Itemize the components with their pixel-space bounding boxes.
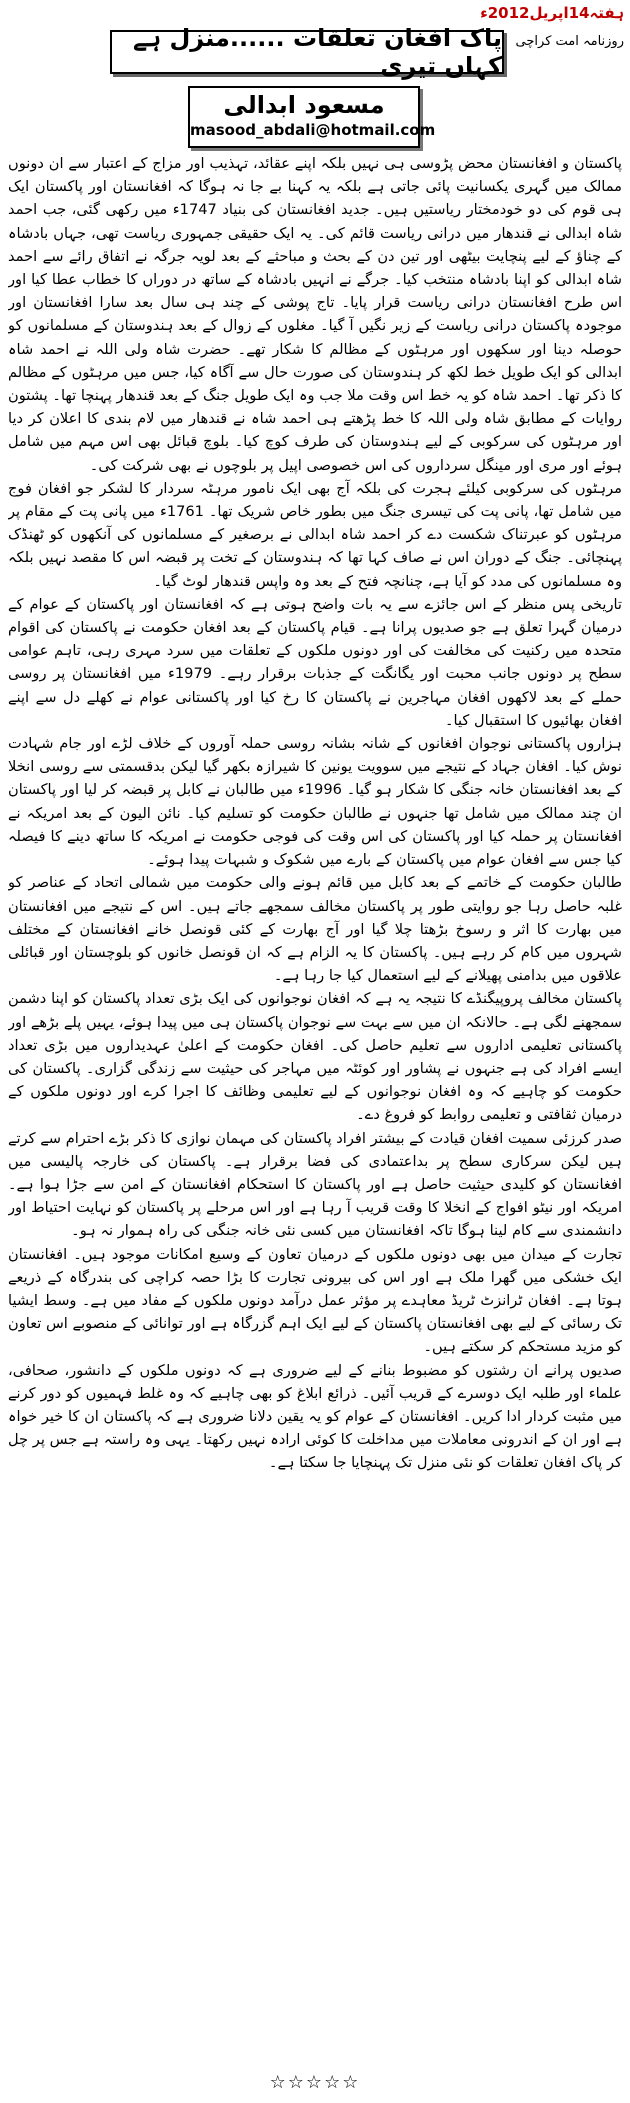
author-name: مسعود ابدالی [223, 91, 385, 119]
article-paragraph: پاکستان و افغانستان محض پڑوسی ہی نہیں بلکہ اپنے عقائد، تہذیب اور مزاج کے اعتبار سے ان دونوں ممالک میں گہری یکسانیت پائی جاتی ہے بلکہ یہ کہنا بے جا نہ ہوگا کہ افغانستان اور پاکستان ایک ہی قوم کی دو خودمختار ریاستیں ہیں۔ جدید افغانستان کی بنیاد 1747ء میں رکھی گئی، جب احمد شاہ ابدالی نے قندھار میں درانی ریاست قائم کی۔ یہ ایک حقیقی جمہوری ریاست تھی، جہاں بادشاہ کے چناؤ کے لیے پنچایت بیٹھی اور تین دن کے بحث و مباحثے کے بعد لویہ جرگہ نے اتفاق رائے سے احمد شاہ ابدالی کو اپنا بادشاہ منتخب کیا۔ جرگے نے انہیں بادشاہ کے ساتھ در دوراں کا خطاب عطا کیا اور اس طرح افغانستان درانی ریاست قرار پایا۔ تاج پوشی کے چند ہی سال بعد سارا افغانستان اور موجودہ پاکستان درانی ریاست کے زیر نگیں آ گیا۔ مغلوں کے زوال کے بعد ہندوستان کے مسلمانوں کو حوصلہ دینا اور سکھوں اور مرہٹوں کے مظالم کا شکار تھے۔ حضرت شاہ ولی اللہ نے احمد شاہ ابدالی کو ایک طویل خط لکھ کر ہندوستان کی صورت حال سے آگاہ کیا، جس میں مرہٹوں کے مظالم کا ذکر تھا۔ احمد شاہ کو یہ خط اس وقت ملا جب وہ ایک طویل جنگ کے بعد قندھار پہنچا تھا۔ پشتون روایات کے مطابق شاہ ولی اللہ کا خط پڑھتے ہی احمد شاہ نے قندھار میں لام بندی کا اعلان کر دیا اور مرہٹوں کی سرکوبی کے لیے ہندوستان کی طرف کوچ کیا۔ بلوچ قبائل بھی اس مہم میں شامل ہوئے اور مری اور مینگل سرداروں کی اس خصوصی اپیل پر بلوچوں نے بھی شرکت کی۔ [8, 155, 622, 474]
article-paragraph: طالبان حکومت کے خاتمے کے بعد کابل میں قائم ہونے والی حکومت میں شمالی اتحاد کے عناصر کو غلبہ حاصل رہا جو روایتی طور پر پاکستان مخالف سمجھے جاتے ہیں۔ اس کے نتیجے میں افغانستان میں بھارت کا اثر و رسوخ بڑھتا چلا گیا اور آج بھارت کے کئی قونصل خانے افغانستان کے مختلف شہروں میں کام کر رہے ہیں۔ پاکستان کا یہ الزام ہے کہ ان قونصل خانوں کو بلوچستان اور قبائلی علاقوں میں بدامنی پھیلانے کے لیے استعمال کیا جا رہا ہے۔ [8, 874, 622, 985]
publication-date: ہفتہ14اپریل2012ء [480, 4, 624, 22]
author-email: masood_abdali@hotmail.com [190, 121, 436, 139]
article-paragraph: مرہٹوں کی سرکوبی کیلئے ہجرت کی بلکہ آج بھی ایک نامور مرہٹہ سردار کا لشکر جو افغان فوج میں شامل تھا، پانی پت کی تیسری جنگ میں بطور خاص شریک تھا۔ 1761ء میں پانی پت کے مقام پر مرہٹوں کو عبرتناک شکست دے کر احمد شاہ ابدالی نے برصغیر کے مسلمانوں کی آنکھوں کو ٹھنڈک پہنچائی۔ جنگ کے دوران اس نے صاف کہا تھا کہ ہندوستان کے تخت پر قبضہ اس کا مقصد نہیں بلکہ وہ مسلمانوں کی مدد کو آیا ہے، چنانچہ فتح کے بعد وہ واپس قندھار لوٹ گیا۔ [8, 479, 622, 590]
article-body [8, 152, 622, 2064]
end-of-article-stars: ☆☆☆☆☆ [269, 2072, 361, 2093]
author-byline-box [188, 86, 436, 148]
newspaper-source: روزنامہ امت کراچی [515, 34, 624, 49]
article-title-box [110, 24, 504, 80]
article-paragraph: تجارت کے میدان میں بھی دونوں ملکوں کے درمیان تعاون کے وسیع امکانات موجود ہیں۔ افغانستان ایک خشکی میں گھرا ملک ہے اور اس کی بیرونی تجارت کا بڑا حصہ کراچی کی بندرگاہ کے ذریعے ہوتا ہے۔ افغان ٹرانزٹ ٹریڈ معاہدے پر مؤثر عمل درآمد دونوں ملکوں کے مفاد میں ہے۔ وسط ایشیا تک رسائی کے لیے بھی افغانستان پاکستان کے لیے ایک اہم گزرگاہ ہے اور توانائی کے منصوبے اس تعاون کو مزید مستحکم کر سکتے ہیں۔ [8, 1245, 622, 1356]
article-paragraph: ہزاروں پاکستانی نوجوان افغانوں کے شانہ بشانہ روسی حملہ آوروں کے خلاف لڑے اور جام شہادت نوش کیا۔ افغان جہاد کے نتیجے میں سوویت یونین کا شیرازہ بکھر گیا لیکن بدقسمتی سے روسی انخلا کے بعد افغانستان خانہ جنگی کا شکار ہو گیا۔ 1996ء میں طالبان نے کابل پر قبضہ کر لیا اور پاکستان ان چند ممالک میں شامل تھا جنہوں نے طالبان حکومت کو تسلیم کیا۔ نائن الیون کے بعد امریکہ نے افغانستان پر حملہ کیا اور پاکستان کی اس وقت کی فوجی حکومت نے امریکہ کا ساتھ دینے کا فیصلہ کیا جس سے افغان عوام میں پاکستان کے بارے میں شکوک و شبہات پیدا ہوئے۔ [8, 735, 622, 869]
article-title: پاک افغان تعلقات ......منزل ہے کہاں تیری [133, 24, 502, 80]
article-paragraph: صدر کرزئی سمیت افغان قیادت کے بیشتر افراد پاکستان کی مہمان نوازی کا ذکر بڑے احترام سے کرتے ہیں لیکن سرکاری سطح پر بداعتمادی کی فضا برقرار ہے۔ پاکستان کی خارجہ پالیسی میں افغانستان کو کلیدی حیثیت حاصل ہے اور پاکستان کا استحکام افغانستان کے امن سے جڑا ہوا ہے۔ امریکہ اور نیٹو افواج کے انخلا کا وقت قریب آ رہا ہے اور اس مرحلے پر پاکستان کو نہایت احتیاط اور دانشمندی سے کام لینا ہوگا تاکہ افغانستان میں کسی نئی خانہ جنگی کی راہ ہموار نہ ہو۔ [8, 1129, 622, 1240]
article-paragraph: تاریخی پس منظر کے اس جائزے سے یہ بات واضح ہوتی ہے کہ افغانستان اور پاکستان کے عوام کے درمیان گہرا تعلق ہے جو صدیوں پرانا ہے۔ قیام پاکستان کے بعد افغان حکومت نے پاکستان کی اقوام متحدہ میں رکنیت کی مخالفت کی اور دونوں ملکوں کے تعلقات میں سرد مہری رہی، تاہم عوامی سطح پر دونوں جانب محبت اور یگانگت کے جذبات برقرار رہے۔ 1979ء میں افغانستان پر روسی حملے کے بعد لاکھوں افغان مہاجرین نے پاکستان کا رخ کیا اور پاکستانی عوام نے کھلے دل سے اپنے افغان بھائیوں کا استقبال کیا۔ [8, 595, 622, 729]
article-paragraph: صدیوں پرانے ان رشتوں کو مضبوط بنانے کے لیے ضروری ہے کہ دونوں ملکوں کے دانشور، صحافی، علماء اور طلبہ ایک دوسرے کے قریب آئیں۔ ذرائع ابلاغ کو بھی چاہیے کہ وہ غلط فہمیوں کو دور کرنے میں مثبت کردار ادا کریں۔ افغانستان کے عوام کو یہ یقین دلانا ضروری ہے کہ پاکستان ان کا خیر خواہ ہے اور ان کے اندرونی معاملات میں مداخلت کا کوئی ارادہ نہیں رکھتا۔ یہی وہ راستہ ہے جس پر چل کر پاک افغان تعلقات کو نئی منزل تک پہنچایا جا سکتا ہے۔ [8, 1361, 622, 1472]
article-paragraph: پاکستان مخالف پروپیگنڈے کا نتیجہ یہ ہے کہ افغان نوجوانوں کی ایک بڑی تعداد پاکستان کو اپنا دشمن سمجھنے لگی ہے۔ حالانکہ ان میں سے بہت سے نوجوان پاکستان ہی میں پیدا ہوئے، یہیں پلے بڑھے اور پاکستانی تعلیمی اداروں سے تعلیم حاصل کی۔ افغان حکومت کے اعلیٰ عہدیداروں میں بڑی تعداد ایسے افراد کی ہے جنہوں نے پشاور اور کوئٹہ میں مہاجر کی حیثیت سے زندگی گزاری۔ پاکستان کی حکومت کو چاہیے کہ وہ افغان نوجوانوں کے لیے تعلیمی وظائف کا اجرا کرے اور دونوں ملکوں کے درمیان ثقافتی و تعلیمی روابط کو فروغ دے۔ [8, 990, 622, 1124]
